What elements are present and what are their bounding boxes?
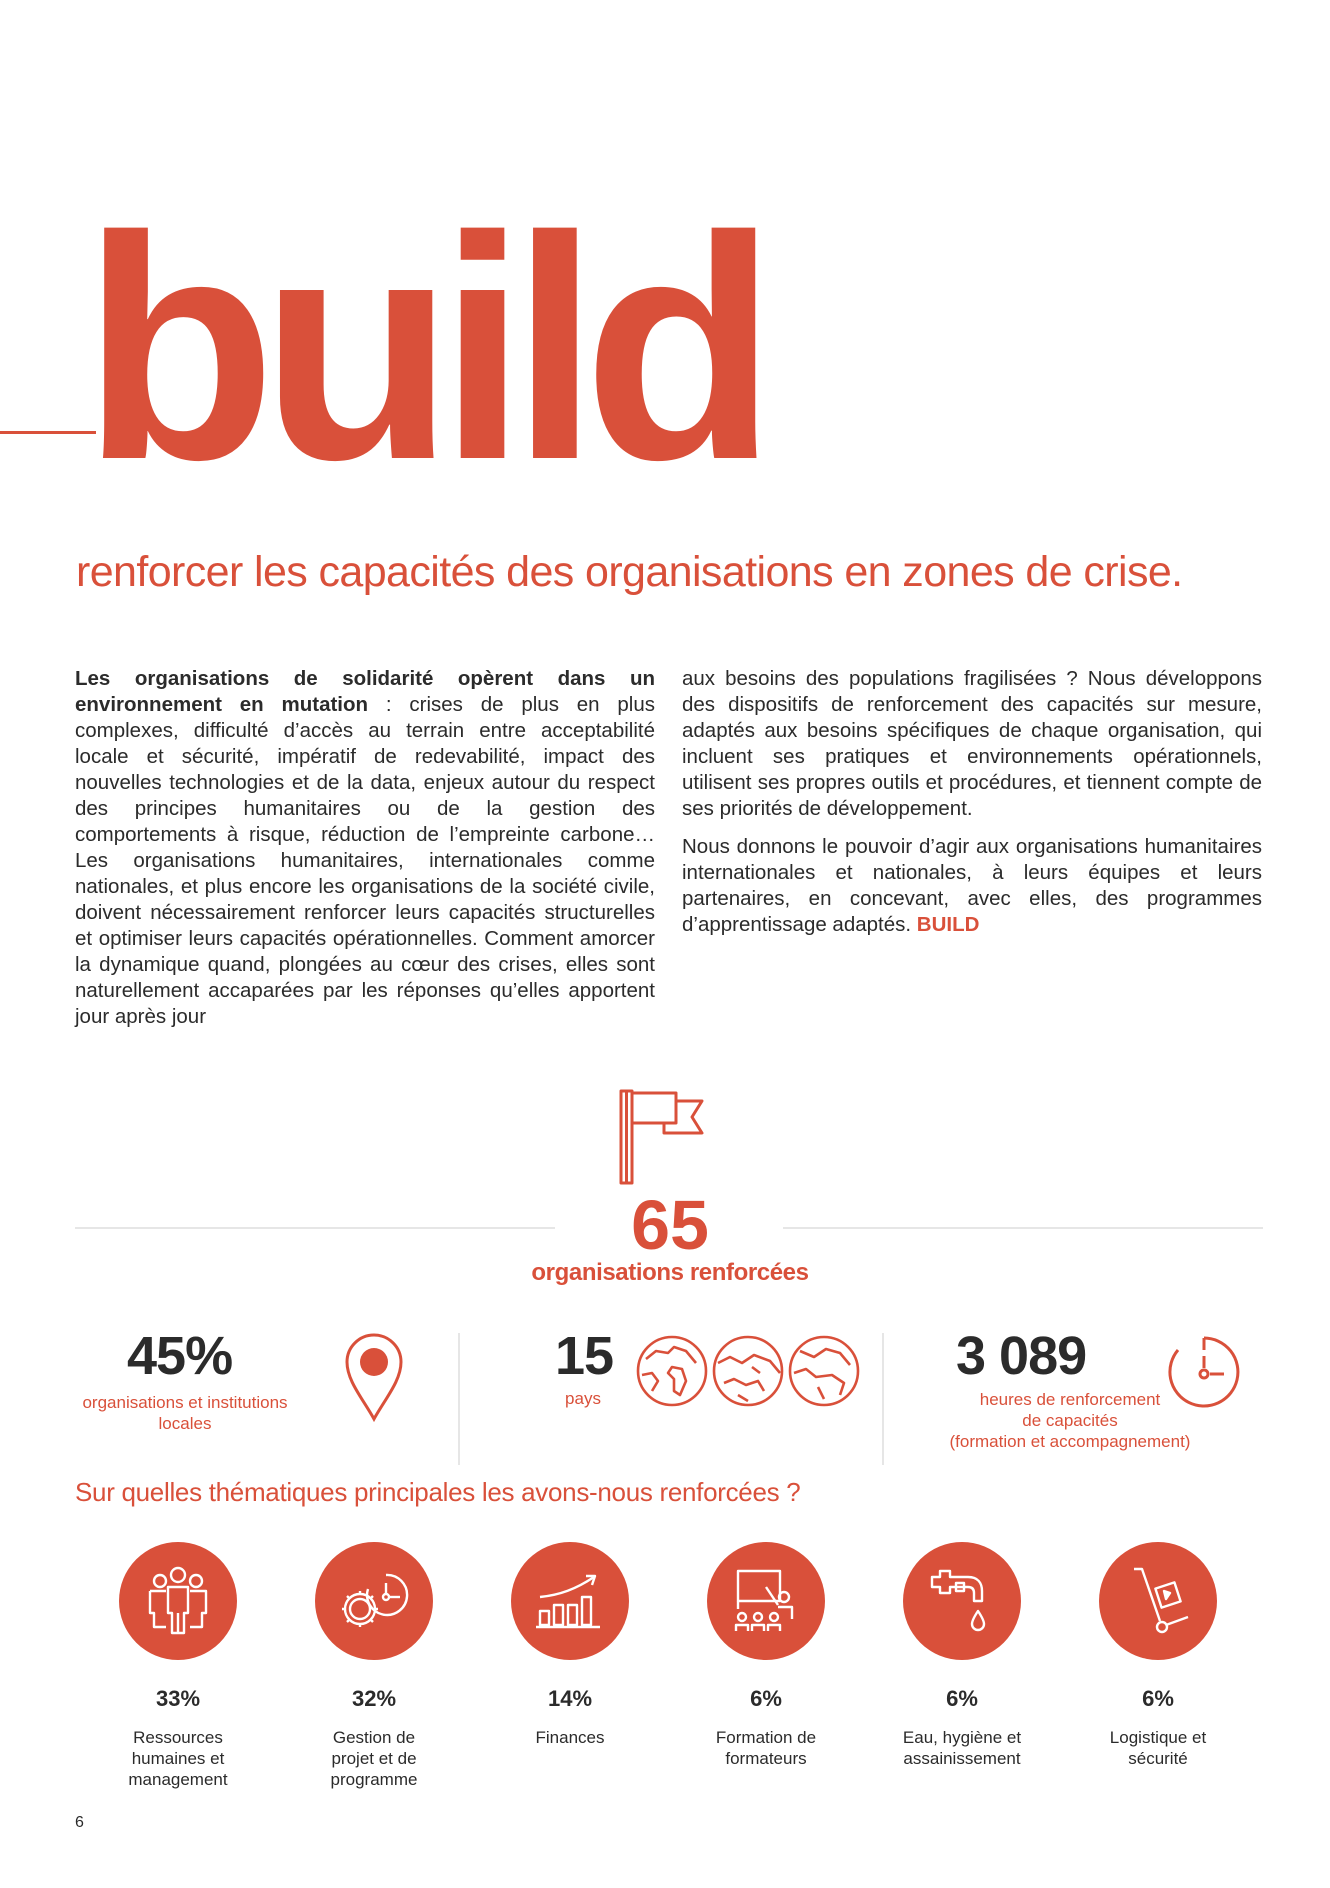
- theme-percent: 6%: [750, 1686, 782, 1711]
- themes-question: Sur quelles thématiques principales les avons-nous renforcées ?: [75, 1477, 801, 1507]
- stat-countries-label: pays: [565, 1389, 601, 1408]
- page-subtitle: renforcer les capacités des organisations en zones de crise.: [76, 548, 1183, 596]
- theme-label: [1060, 1727, 1256, 1769]
- clock-icon: [1166, 1334, 1242, 1410]
- stat-hours-label-line: heures de renforcement: [979, 1390, 1161, 1409]
- people-icon: [138, 1561, 218, 1641]
- theme-item: [276, 1542, 472, 1790]
- theme-label-line: Finances: [535, 1728, 605, 1747]
- intro-text: : crises de plus en plus complexes, difficulté d’accès au terrain entre acceptabilité locale et sécurité, impératif de redevabilité, impact des nouvelles technologies et de la data, enjeux autour du respect des principes humanitaires ou de la gestion des comportements à risque, réduction de l’empreinte carbone… Les organisations humanitaires, internationales comme nationales, et plus encore les organisations de la société civile, doivent nécessairement renforcer leurs capacités structurelles et optimiser leurs capacités opérationnelles. Comment amorcer la dynamique quand, plongées au cœur des crises, elles sont naturellement accaparées par les réponses qu’elles apportent jour après jour: [75, 693, 655, 1028]
- classroom-icon: [726, 1561, 806, 1641]
- page-title: build: [82, 171, 762, 526]
- stat-local-label-line: organisations et institutions: [82, 1393, 288, 1412]
- stat-local-label: [60, 1392, 310, 1434]
- stat-separator: [882, 1333, 884, 1465]
- intro-paragraph-3: [682, 834, 1262, 938]
- globe-icon: [634, 1333, 862, 1409]
- intro-column-left: [75, 666, 655, 1030]
- stat-hours-label-line: de capacités: [1022, 1411, 1118, 1430]
- theme-percent: 14%: [547, 1686, 593, 1711]
- theme-badge: [119, 1542, 237, 1660]
- intro-paragraph: [75, 666, 655, 1030]
- organisations-label: organisations renforcées: [531, 1259, 809, 1286]
- theme-item: [668, 1542, 864, 1769]
- theme-item: [864, 1542, 1060, 1769]
- theme-percent: 6%: [1142, 1686, 1174, 1711]
- intro-lead: Les organisations de solidarité opèrent dans un environnement en mutation: [75, 667, 655, 716]
- theme-item: [80, 1542, 276, 1790]
- water-tap-icon: [922, 1561, 1002, 1641]
- theme-label: [864, 1727, 1060, 1769]
- organisations-count: 65: [631, 1186, 709, 1264]
- stat-local-percent: 45%: [127, 1326, 233, 1386]
- stat-separator: [458, 1333, 460, 1465]
- theme-label: [668, 1727, 864, 1769]
- brand-name: BUILD: [916, 913, 980, 936]
- stat-countries-count: 15: [555, 1326, 614, 1386]
- theme-badge: [1099, 1542, 1217, 1660]
- theme-badge: [315, 1542, 433, 1660]
- theme-label: [80, 1727, 276, 1790]
- theme-item: [472, 1542, 668, 1748]
- theme-badge: [903, 1542, 1021, 1660]
- theme-label-line: humaines et: [131, 1749, 225, 1768]
- map-pin-icon: [343, 1331, 405, 1423]
- theme-badge: [511, 1542, 629, 1660]
- stat-hours-label-line: (formation et accompagnement): [949, 1432, 1191, 1451]
- stat-local-label-line: locales: [158, 1414, 212, 1433]
- intro-paragraph-2: aux besoins des populations fragilisées ? Nous développons des dispositifs de renforcement des capacités sur mesure, adaptés aux besoins spécifiques de chaque organisation, qui incluent ses pratiques et environnements opérationnels, utilisent ses propres outils et procédures, et tiennent compte de ses priorités de développement.: [682, 667, 1262, 820]
- theme-label-line: Eau, hygiène et: [902, 1728, 1022, 1747]
- theme-percent: 32%: [351, 1686, 397, 1711]
- growth-chart-icon: [530, 1561, 610, 1641]
- stat-hours-count: 3 089: [956, 1326, 1087, 1386]
- theme-label: [472, 1727, 668, 1748]
- hand-truck-icon: [1118, 1561, 1198, 1641]
- divider-left: [75, 1227, 555, 1229]
- theme-label: [276, 1727, 472, 1790]
- theme-label-line: programme: [330, 1770, 418, 1789]
- theme-label-line: sécurité: [1128, 1749, 1188, 1768]
- theme-label-line: management: [128, 1770, 228, 1789]
- theme-label-line: Logistique et: [1109, 1728, 1207, 1747]
- theme-badge: [707, 1542, 825, 1660]
- gear-clock-icon: [334, 1561, 414, 1641]
- divider-right: [783, 1227, 1263, 1229]
- theme-percent: 33%: [155, 1686, 201, 1711]
- theme-label-line: Formation de: [715, 1728, 817, 1747]
- theme-label-line: Gestion de: [332, 1728, 416, 1747]
- theme-item: [1060, 1542, 1256, 1769]
- intro-column-right: [682, 666, 1262, 938]
- flag-icon: [618, 1087, 708, 1185]
- theme-label-line: Ressources: [133, 1728, 223, 1747]
- page-number: 6: [75, 1814, 84, 1831]
- theme-label-line: assainissement: [903, 1749, 1021, 1768]
- intro-text-3: Nous donnons le pouvoir d’agir aux organisations humanitaires internationales et nationales, à leurs équipes et leurs partenaires, en concevant, avec elles, des programmes d’apprentissage adaptés.: [682, 835, 1262, 936]
- theme-label-line: formateurs: [725, 1749, 807, 1768]
- theme-percent: 6%: [946, 1686, 978, 1711]
- theme-label-line: projet et de: [331, 1749, 417, 1768]
